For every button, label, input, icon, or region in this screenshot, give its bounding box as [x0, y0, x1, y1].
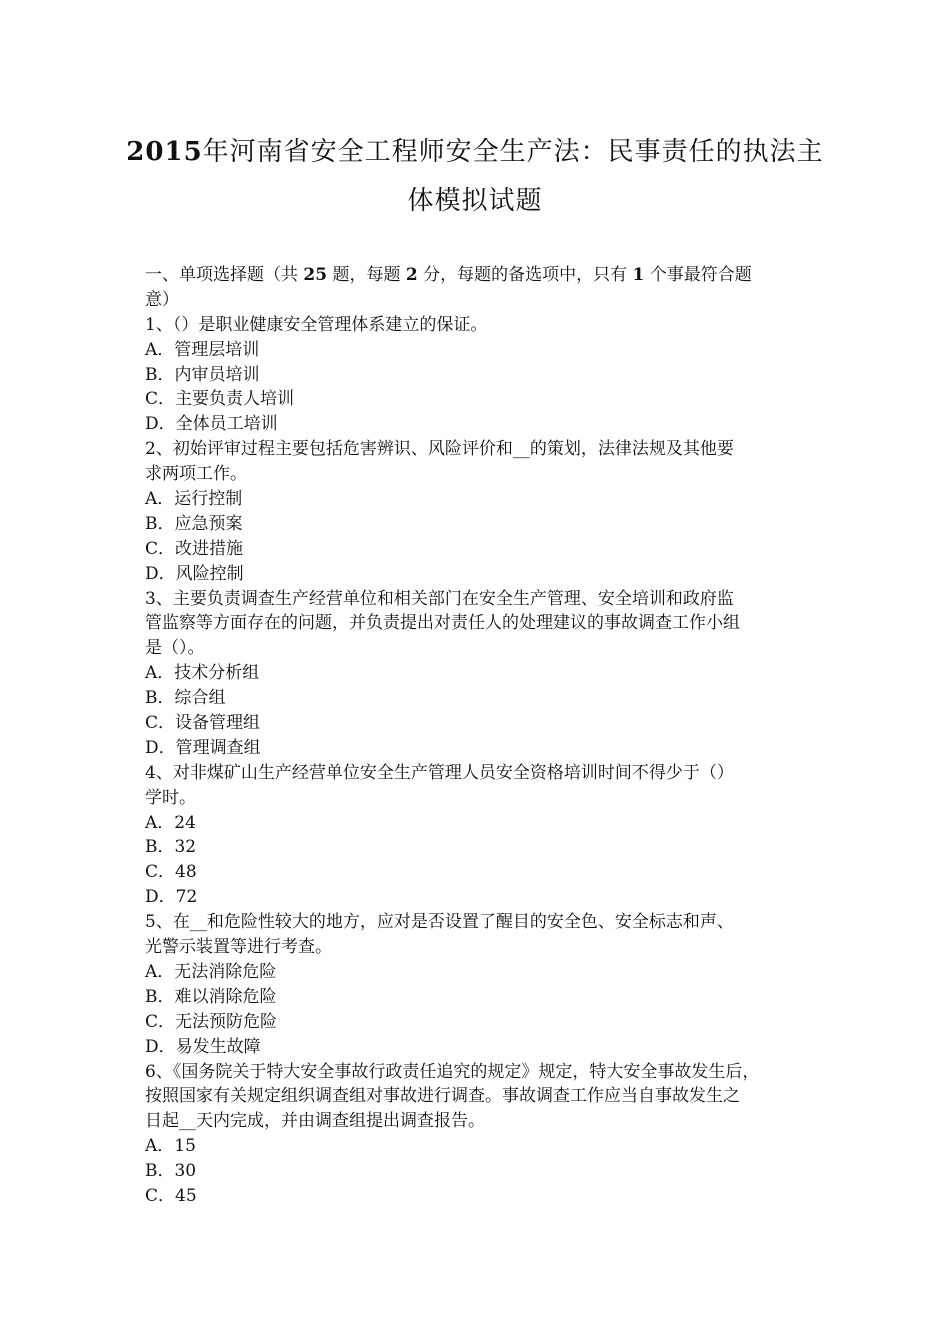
- question-stem: 学时。: [145, 787, 196, 808]
- question-count: 25: [303, 265, 328, 285]
- title-year: 2015: [126, 137, 203, 167]
- answer-option: A．24: [145, 812, 196, 833]
- document-title-line-1: [100, 137, 850, 167]
- answer-option: A．15: [145, 1136, 196, 1157]
- section-heading-text: 题，每题: [327, 265, 406, 285]
- answer-option: D．72: [145, 887, 198, 908]
- question-stem: 求两项工作。: [145, 464, 247, 485]
- question-item: [145, 587, 815, 761]
- answer-option: C．45: [145, 1185, 197, 1206]
- answer-option: D．易发生故障: [145, 1036, 261, 1057]
- answer-option: B．30: [145, 1161, 197, 1182]
- answer-option: A．运行控制: [145, 489, 243, 510]
- question-stem: 按照国家有关规定组织调查组对事故进行调查。事故调查工作应当自事故发生之: [145, 1086, 740, 1107]
- answer-option: B．内审员培训: [145, 364, 260, 385]
- answer-option: C．改进措施: [145, 538, 244, 559]
- answer-option: D．风险控制: [145, 563, 244, 584]
- section-heading-text: 分，每题的备选项中，只有: [417, 265, 633, 285]
- section-heading-continued: 意）: [145, 289, 179, 310]
- answer-option: B．32: [145, 837, 197, 858]
- question-stem: 日起__天内完成，并由调查组提出调查报告。: [145, 1111, 485, 1132]
- question-stem: 是（）。: [145, 638, 205, 659]
- answer-option: D．全体员工培训: [145, 414, 278, 435]
- question-stem: 6、《国务院关于特大安全事故行政责任追究的规定》规定，特大安全事故发生后，: [145, 1061, 760, 1082]
- answer-option: B．综合组: [145, 688, 226, 709]
- question-item: [145, 761, 815, 910]
- answer-option: C．无法预防危险: [145, 1011, 278, 1032]
- answer-option: A．无法消除危险: [145, 961, 277, 982]
- question-stem: 光警示装置等进行考查。: [145, 937, 332, 958]
- answer-option: B．应急预案: [145, 513, 243, 534]
- answer-option: C．48: [145, 862, 197, 883]
- question-item: [145, 910, 815, 1059]
- question-stem: 3、主要负责调查生产经营单位和相关部门在安全生产管理、安全培训和政府监: [145, 588, 734, 609]
- question-points: 2: [405, 265, 418, 285]
- question-stem: 1、（）是职业健康安全管理体系建立的保证。: [145, 314, 488, 335]
- question-item: [145, 313, 815, 437]
- section-heading: [145, 263, 815, 288]
- section-heading-text: 个事最符合题: [644, 265, 752, 285]
- document-body: [145, 263, 815, 1209]
- question-list: [145, 313, 815, 1209]
- answer-option: B．难以消除危险: [145, 986, 277, 1007]
- question-stem: 5、在__和危险性较大的地方，应对是否设置了醒目的安全色、安全标志和声、: [145, 912, 734, 933]
- question-stem: 2、初始评审过程主要包括危害辨识、风险评价和__的策划，法律法规及其他要: [145, 439, 734, 460]
- question-item: [145, 1060, 815, 1209]
- answer-option: C．设备管理组: [145, 713, 261, 734]
- question-item: [145, 437, 815, 586]
- document-title-line-2: 体模拟试题: [407, 186, 543, 216]
- question-stem: 4、对非煤矿山生产经营单位安全生产管理人员安全资格培训时间不得少于（）: [145, 762, 734, 783]
- title-text: 年河南省安全工程师安全生产法：民事责任的执法主: [202, 137, 824, 167]
- answer-option: C．主要负责人培训: [145, 389, 295, 410]
- question-stem: 管监察等方面存在的问题，并负责提出对责任人的处理建议的事故调查工作小组: [145, 613, 740, 634]
- answer-option: A．技术分析组: [145, 663, 260, 684]
- answer-option: A．管理层培训: [145, 339, 260, 360]
- correct-count: 1: [632, 265, 645, 285]
- answer-option: D．管理调查组: [145, 737, 261, 758]
- section-heading-text: 一、单项选择题（共: [145, 265, 304, 285]
